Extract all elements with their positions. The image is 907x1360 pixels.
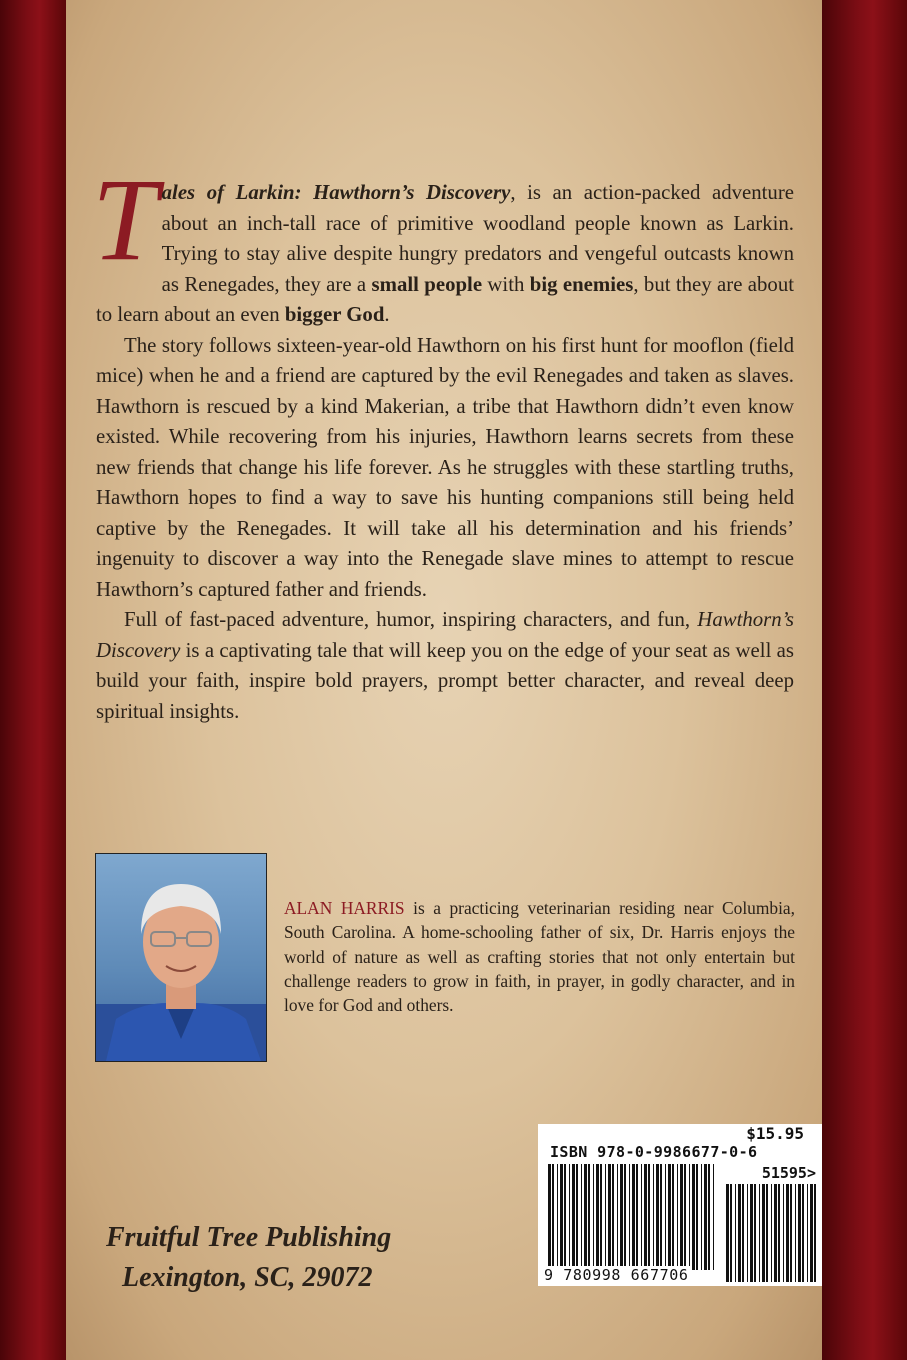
blurb-paragraph-2: The story follows sixteen-year-old Hawthorn on his first hunt for mooflon (field mice) when he and a friend are captured by the evil Renegades and taken as slaves. Hawthorn is rescued by a kind Makerian, a tribe that Hawthorn didn’t even know existed. While recovering from his injuries, Hawthorn learns secrets from these new friends that change his life forever. As he struggles with these startling truths, Hawthorn hopes to find a way to save his hunting companions still being held captive by the Renegades. It will take all his determination and his friends’ ingenuity to discover a way into the Renegade slave mines to attempt to rescue Hawthorn’s captured father and friends. [96, 333, 794, 601]
left-border [0, 0, 66, 1360]
right-border [822, 0, 907, 1360]
price: $15.95 [746, 1124, 804, 1143]
barcode-digits: 9 780998 667706 [544, 1266, 689, 1284]
author-bio: ALAN HARRIS is a practicing veterinarian residing near Columbia, South Carolina. A home-schooling father of six, Dr. Harris enjoys the world of nature as well as crafting stories that not only entertain but challenge readers to grow in faith, in prayer, in godly character, and in love for God and others. [284, 898, 795, 1016]
publisher-block [106, 1218, 391, 1298]
publisher-location: Lexington, SC, 29072 [122, 1262, 373, 1293]
drop-cap: T [92, 154, 158, 285]
author-portrait-icon [96, 854, 266, 1061]
book-title: ales of Larkin: Hawthorn’s Discovery [161, 181, 511, 204]
author-photo [95, 853, 267, 1062]
publisher-name: Fruitful Tree Publishing [106, 1222, 392, 1253]
book-blurb [92, 154, 794, 727]
blurb-paragraph-1: Tales of Larkin: Hawthorn’s Discovery, is an action-packed adventure about an inch-tall race of primitive woodland people known as Larkin. Trying to stay alive despite hungry predators and vengeful outcasts known as Renegades, they are a small people with big enemies, but they are about to learn about an even bigger God. [92, 154, 794, 326]
isbn-barcode [538, 1124, 822, 1286]
blurb-paragraph-3: Full of fast-paced adventure, humor, inspiring characters, and fun, Hawthorn’s Discovery is a captivating tale that will keep you on the edge of your seat as well as build your faith, inspire bold prayers, prompt better character, and reveal deep spiritual insights. [96, 608, 794, 723]
isbn-number: ISBN 978-0-9986677-0-6 [550, 1143, 758, 1161]
author-name: ALAN HARRIS [284, 898, 405, 918]
barcode-addon: 51595> [761, 1164, 816, 1182]
